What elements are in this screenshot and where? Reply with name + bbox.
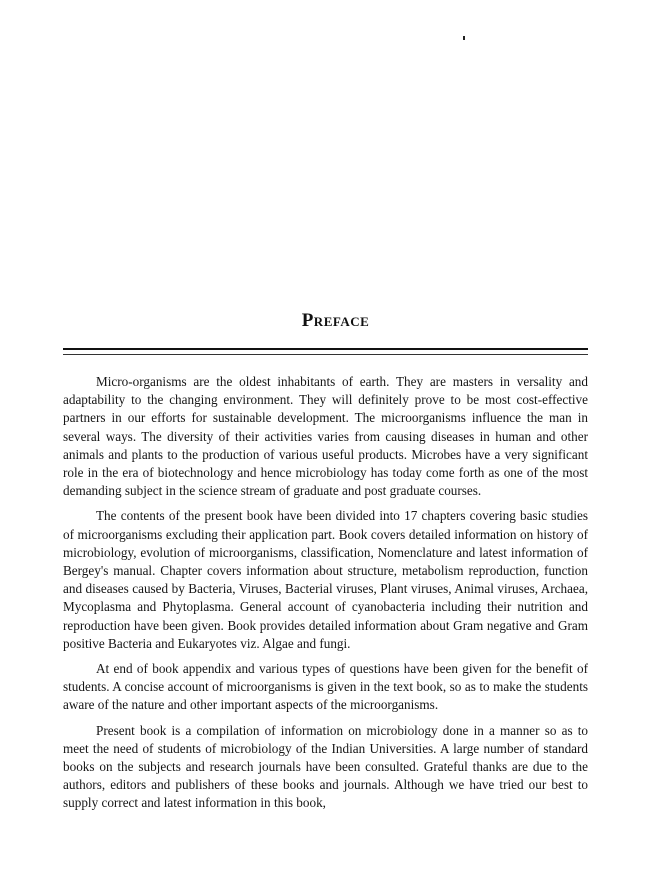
title-rule-thin — [63, 354, 588, 355]
title-rule-thick — [63, 348, 588, 350]
paragraph: Present book is a compilation of information on microbiology done in a manner so as to meet the need of students of microbiology of the Indian Universities. A large number of standard books on the subjects and research journals have been consulted. Grateful thanks are due to the authors, editors and publishers of these books and journals. Although we have tried our best to supply correct and latest information in this book, — [63, 722, 588, 811]
scan-mark — [463, 36, 465, 40]
preface-body — [63, 373, 588, 820]
paragraph: At end of book appendix and various types of questions have been given for the benefit of students. A concise account of microorganisms is given in the text book, so as to make the students aware of the nature and other important aspects of the microorganisms. — [63, 661, 588, 713]
paragraph: The contents of the present book have been divided into 17 chapters covering basic studies of microorganisms excluding their application part. Book covers detailed information on history of microbiology, evolution of microorganisms, classification, Nomenclature and latest information of Bergey's manual. Chapter covers information about structure, metabolism reproduction, function and diseases caused by Bacteria, Viruses, Bacterial viruses, Plant viruses, Animal viruses, Archaea, Mycoplasma and Phytoplasma. General account of cyanobacteria including their nutrition and reproduction have been given. Book provides detailed information about Gram negative and Gram positive Bacteria and Eukaryotes viz. Algae and fungi. — [63, 508, 588, 651]
page-title: Preface — [301, 310, 370, 331]
paragraph: Micro-organisms are the oldest inhabitants of earth. They are masters in versality and adaptability to the changing environment. They will definitely prove to be most cost-effective partners in our efforts for sustainable development. The microorganisms influence the man in several ways. The diversity of their activities varies from causing diseases in human and other animals and plants to the production of various useful products. Microbes have a very significant role in the era of biotechnology and hence microbiology has today come forth as one of the most demanding subject in the science stream of graduate and post graduate courses. — [63, 374, 588, 499]
